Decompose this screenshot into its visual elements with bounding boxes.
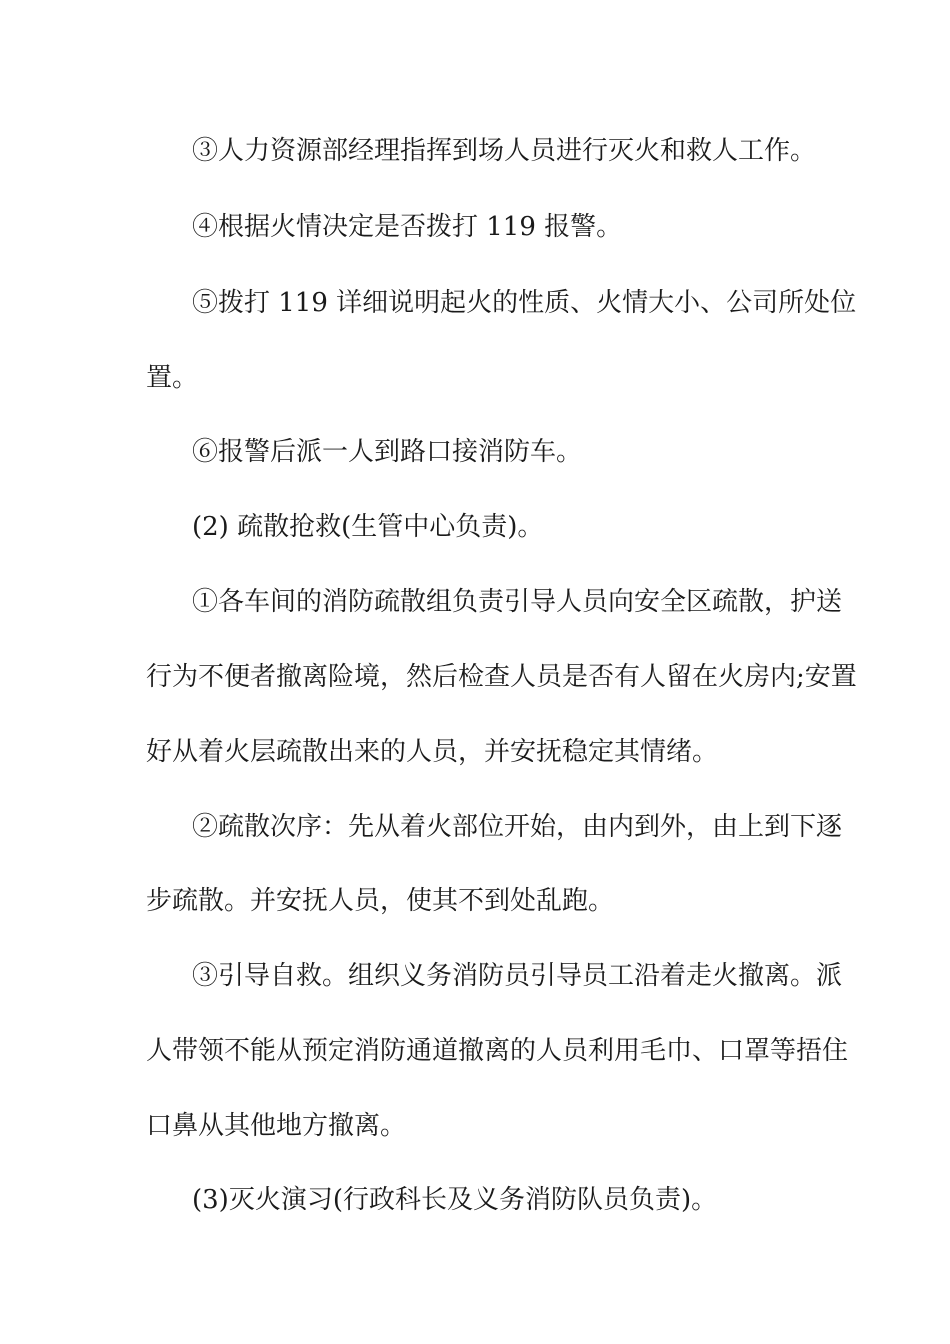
paragraph-line: 置。	[146, 363, 199, 393]
paragraph-line: 人带领不能从预定消防通道撤离的人员利用毛巾、口罩等捂住	[146, 1036, 849, 1066]
paragraph-line: ②疏散次序：先从着火部位开始，由内到外，由上到下逐	[192, 812, 843, 842]
section-heading: (2) 疏散抢救(生管中心负责)。	[192, 512, 544, 542]
paragraph-line: ⑥报警后派一人到路口接消防车。	[192, 437, 583, 467]
paragraph-line: ③引导自救。组织义务消防员引导员工沿着走火撤离。派	[192, 961, 843, 991]
paragraph-line: ①各车间的消防疏散组负责引导人员向安全区疏散，护送	[192, 587, 843, 617]
paragraph-line: 好从着火层疏散出来的人员，并安抚稳定其情绪。	[146, 737, 719, 767]
paragraph-line: ④根据火情决定是否拨打 119 报警。	[192, 212, 623, 242]
section-heading: (3)灭火演习(行政科长及义务消防队员负责)。	[192, 1185, 718, 1215]
paragraph-line: ③人力资源部经理指挥到场人员进行灭火和救人工作。	[192, 136, 817, 166]
paragraph-line: 步疏散。并安抚人员，使其不到处乱跑。	[146, 886, 615, 916]
paragraph-line: 口鼻从其他地方撤离。	[146, 1111, 407, 1141]
paragraph-line: 行为不便者撤离险境，然后检查人员是否有人留在火房内;安置	[146, 662, 857, 692]
paragraph-line: ⑤拨打 119 详细说明起火的性质、火情大小、公司所处位	[192, 288, 857, 318]
